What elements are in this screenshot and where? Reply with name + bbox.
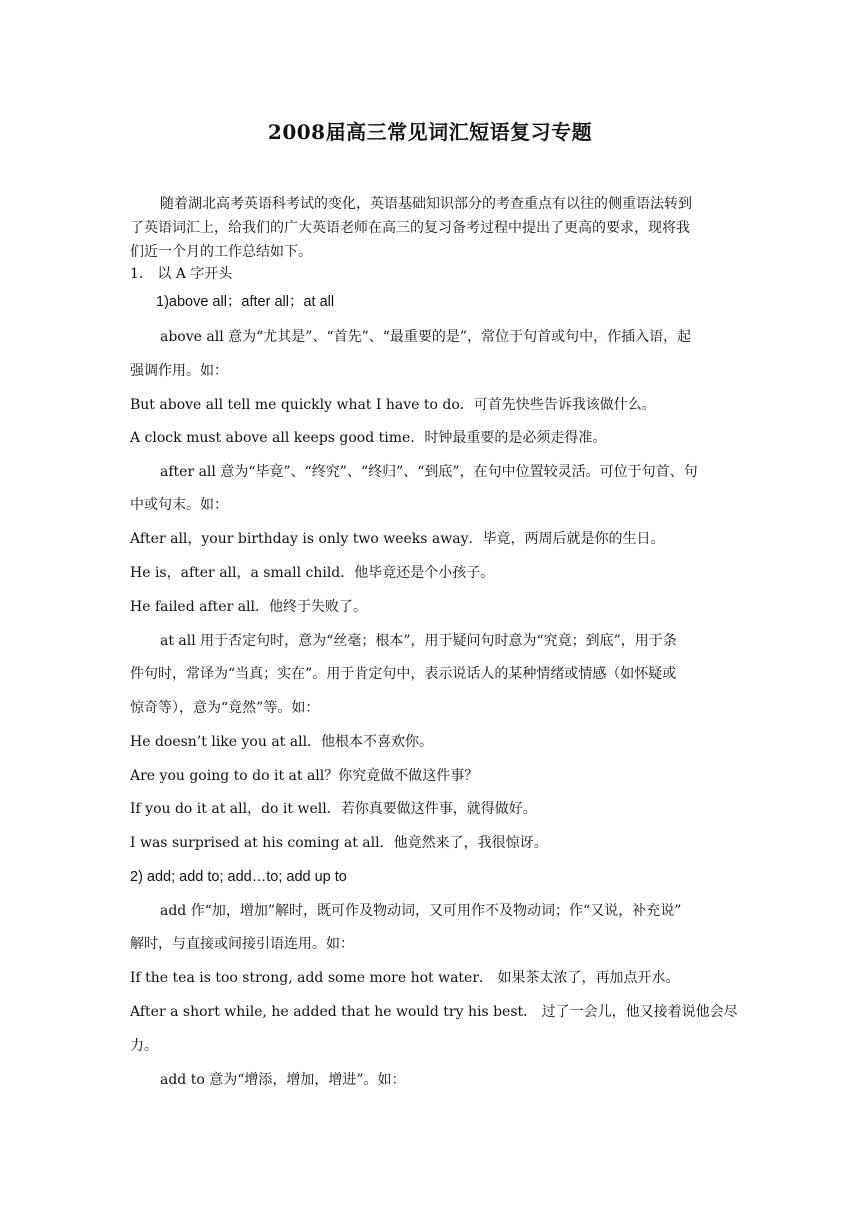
example-sentence: If you do it at all，do it well．若你真要做这件事，就得做好。 (130, 801, 537, 817)
paragraph-line: 力。 (130, 1038, 158, 1054)
paragraph-line: add 作“加，增加”解时，既可作及物动词，又可用作不及物动词；作“又说，补充说” (160, 903, 682, 919)
example-sentence: A clock must above all keeps good time．时钟最重要的是必须走得准。 (130, 430, 607, 446)
example-sentence: He failed after all．他终于失败了。 (130, 599, 368, 615)
paragraph-line: 件句时，常译为“当真；实在”。用于肯定句中，表示说话人的某种情绪或情感（如怀疑或 (130, 666, 677, 682)
paragraph-line: 强调作用。如： (130, 363, 228, 379)
example-sentence: Are you going to do it at all？你究竟做不做这件事？ (130, 768, 479, 784)
paragraph-line: 随着湖北高考英语科考试的变化，英语基础知识部分的考查重点有以往的侧重语法转到 (160, 196, 692, 212)
example-sentence: I was surprised at his coming at all．他竟然来了，我很惊讶。 (130, 835, 548, 851)
paragraph-line: 解时，与直接或间接引语连用。如： (130, 936, 354, 952)
example-sentence: After a short while, he added that he would try his best． 过了一会儿，他又接着说他会尽 (130, 1004, 738, 1020)
document-title: 2008届高三常见词汇短语复习专题 (267, 120, 593, 144)
section-heading: 1． 以 A 字开头 (130, 266, 233, 282)
subsection-heading: 2) add; add to; add…to; add up to (130, 869, 347, 885)
example-sentence: But above all tell me quickly what I have to do．可首先快些告诉我该做什么。 (130, 397, 656, 413)
paragraph-line: 惊奇等），意为“竟然”等。如： (130, 700, 320, 716)
paragraph-line: above all 意为“尤其是”、“首先”、“最重要的是”，常位于句首或句中，作插入语，起 (160, 329, 692, 345)
subsection-heading: 1)above all；after all；at all (156, 294, 335, 310)
paragraph-line: 中或句末。如： (130, 497, 228, 513)
paragraph-line: at all 用于否定句时，意为“丝毫；根本”，用于疑问句时意为“究竟；到底”，用于条 (160, 633, 677, 649)
paragraph-line: add to 意为“增添，增加，增进”。如： (160, 1072, 406, 1088)
example-sentence: He is，after all，a small child．他毕竟还是个小孩子。 (130, 565, 495, 581)
example-sentence: After all，your birthday is only two weeks away．毕竟，两周后就是你的生日。 (130, 531, 665, 547)
paragraph-line: 了英语词汇上，给我们的广大英语老师在高三的复习备考过程中提出了更高的要求，现将我 (130, 220, 690, 236)
paragraph-line: after all 意为“毕竟”、“终究”、“终归”、“到底”，在句中位置较灵活。可位于句首、句 (160, 464, 698, 480)
paragraph-line: 们近一个月的工作总结如下。 (130, 244, 312, 260)
example-sentence: He doesn’t like you at all．他根本不喜欢你。 (130, 734, 434, 750)
example-sentence: If the tea is too strong, add some more hot water． 如果茶太浓了，再加点开水。 (130, 970, 680, 986)
